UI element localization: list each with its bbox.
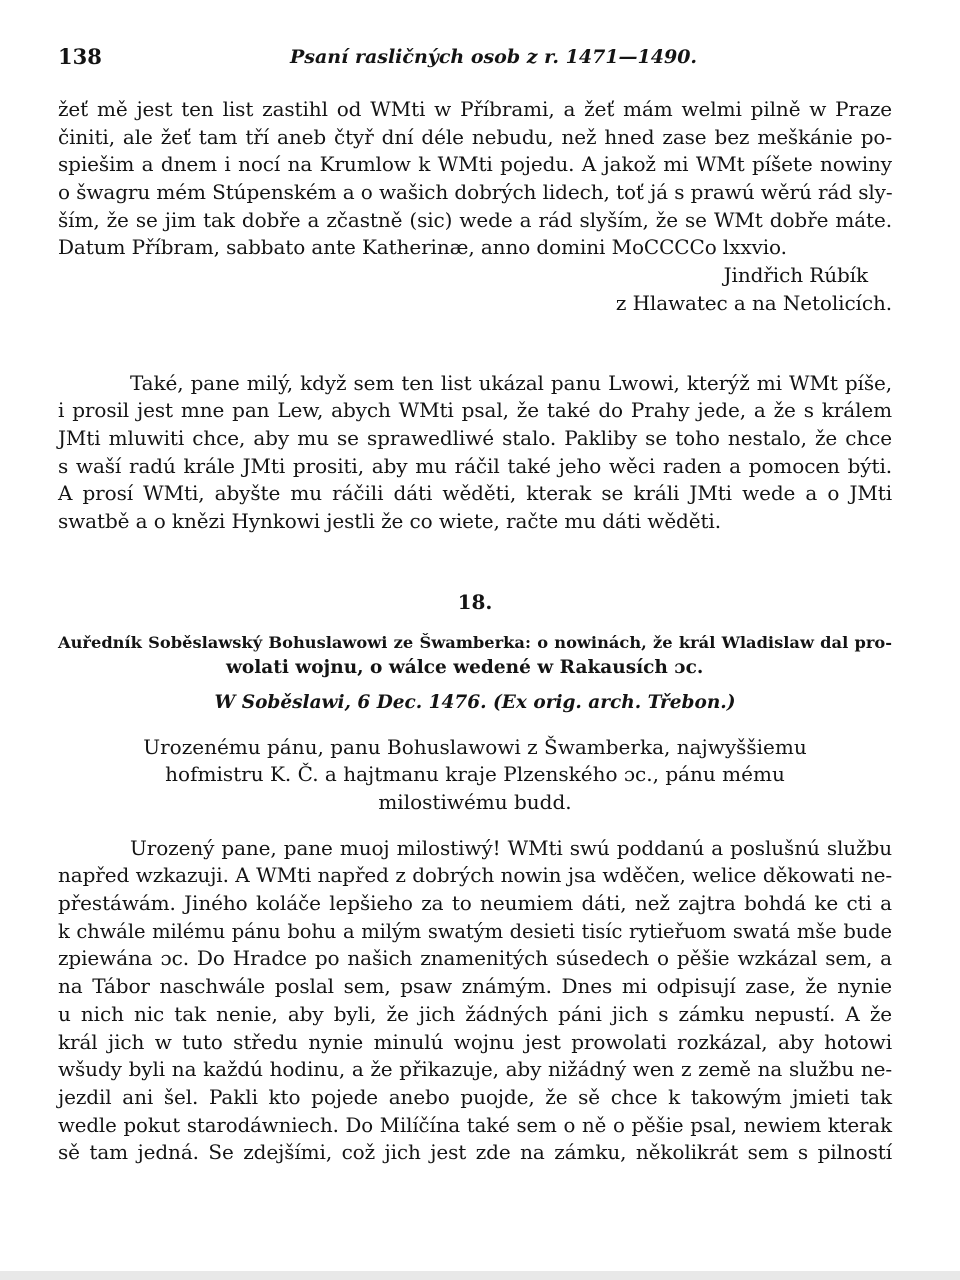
signature-name: Jindřich Rúbík: [723, 263, 868, 288]
address-line: hofmistru K. Č. a hajtmanu kraje Plzenského ɔc., pánu mému: [165, 762, 785, 787]
text-line: i prosil jest mne pan Lew, abych WMti psal, že také do Prahy jede, a že s králem: [58, 398, 892, 423]
text-line: Také, pane milý, když sem ten list ukázal panu Lwowi, kterýž mi WMt píše,: [130, 370, 892, 395]
text-line: spiešim a dnem i nocí na Krumlow k WMti pojedu. A jakož mi WMt píšete nowiny: [58, 152, 892, 177]
signature-title: z Hlawatec a na Netolicích.: [615, 290, 892, 315]
text-line: o šwagru mém Stúpenském a o wašich dobrých lidech, toť já s prawú wěrú rád sly-: [58, 180, 893, 205]
text-line: Urozený pane, pane muoj milostiwý! WMti swú poddanú a poslušnú službu: [130, 835, 892, 860]
summary-line: Auředník Soběslawský Bohuslawowi ze Šwamberka: o nowinách, že král Wladislaw dal pro-: [58, 632, 892, 652]
address-line: milostiwému budd.: [378, 790, 572, 814]
page-number: 138: [58, 44, 102, 69]
text-line: wšudy byli na každú hodinu, a že přikazuje, aby nižádný wen z země na službu ne-: [58, 1057, 892, 1082]
section-gap: [58, 616, 892, 630]
letter-17-conclusion: [58, 96, 892, 318]
text-line: jezdil ani šel. Pakli kto pojede anebo puojde, že sě chce k takowým jmieti tak: [58, 1084, 892, 1109]
letter-address: [58, 734, 892, 817]
text-line: swatbě a o knězi Hynkowi jestli že co wiete, račte mu dáti wěděti.: [58, 508, 721, 533]
section-gap: [58, 318, 892, 370]
page-body: [58, 96, 892, 1167]
text-line: zpiewána ɔc. Do Hradce po našich znamenitých súsedech o pěšie wzkázal sem, a: [58, 946, 892, 971]
address-line: Urozenému pánu, panu Bohuslawowi z Šwamberka, najwyššiemu: [143, 734, 807, 759]
text-line: přestáwám. Jiného koláče lepšieho za to neumiem dáti, než zajtra bohdá ke cti a: [58, 891, 892, 916]
text-line: na Tábor naschwále poslal sem, psaw známým. Dnes mi odpisují zase, že nynie: [58, 974, 892, 999]
document-number: 18.: [457, 589, 493, 614]
running-title: Psaní rasličných osob z r. 1471—1490.: [290, 46, 698, 68]
text-line: napřed wzkazuji. A WMti napřed z dobrých nowin jsa wděčen, welice děkowati ne-: [58, 863, 892, 888]
summary-line: wolati wojnu, o wálce wedené w Rakausích ɔc.: [226, 656, 704, 678]
text-line: u nich nic tak nenie, aby byli, že jich žádných páni jich s zámku nepustí. A že: [58, 1001, 892, 1026]
text-line: činiti, ale žeť tam tří aneb čtyř dní déle nebudu, než hned zase bez meškánie po-: [58, 124, 892, 149]
text-line: žeť mě jest ten list zastihl od WMti w Příbrami, a žeť mám welmi pilně w Praze: [58, 97, 892, 121]
text-line: ším, že se jim tak dobře a zčastně (sic) wede a rád slyším, že se WMt dobře máte.: [58, 207, 892, 232]
document-source: W Soběslawi, 6 Dec. 1476. (Ex orig. arch. Třebon.): [214, 691, 736, 713]
text-line: JMti mluwiti chce, aby mu se sprawedliwé stalo. Pakliby se toho nestalo, že chce: [58, 425, 892, 450]
postscript: [58, 370, 892, 536]
page-bottom-edge: [0, 1271, 960, 1280]
text-line: s waší radú krále JMti prositi, aby mu ráčil také jeho wěci raden a pomocen býti.: [58, 453, 892, 478]
text-line: sě tam jedná. Se zdejšími, což jich jest zde na zámku, několikrát sem s pilností: [58, 1140, 892, 1165]
page-header: [58, 44, 902, 78]
document-summary: [58, 630, 892, 680]
text-line: král jich w tuto středu nynie minulú wojnu jest prowolati rozkázal, aby hotowi: [58, 1029, 892, 1054]
text-line: k chwále milému pánu bohu a milým swatým desieti tisíc rytieřuom swatá mše bude: [58, 919, 892, 943]
section-gap: [58, 536, 892, 588]
text-line: wedle pokut starodáwniech. Do Milíčína také sem o ně o pěšie psal, newiem kterak: [58, 1113, 892, 1137]
text-line: A prosí WMti, abyšte mu ráčili dáti wěděti, kterak se králi JMti wede a o JMti: [58, 481, 892, 506]
letter-18-body: [58, 835, 892, 1167]
text-line: Datum Příbram, sabbato ante Katherinæ, anno domini MoCCCCo lxxvio.: [58, 235, 787, 260]
